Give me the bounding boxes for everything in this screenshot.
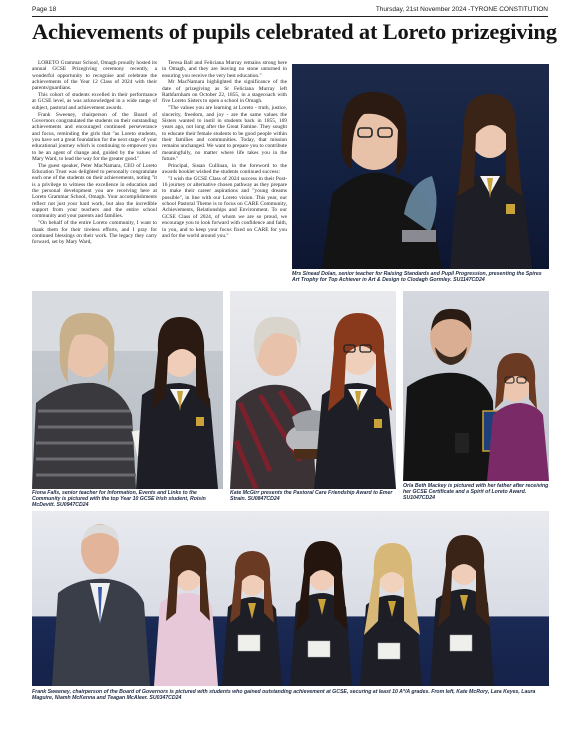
article-column-1: [32, 60, 157, 246]
article-paragraph: Principal, Susan Cullinan, in the foreword to the awards booklet wished the students continued success:: [162, 162, 287, 176]
dateline: Thursday, 21st November 2024 -TYRONE CONSTITUTION: [375, 6, 548, 13]
photo-caption: Fiona Falls, senior teacher for Information, Events and Links to the Community is pictured with the top Year 10 GCSE Irish student, Roisin McDevitt. SU0947CD24: [32, 490, 206, 508]
photo-group-achievers: [32, 511, 549, 686]
article-paragraph: Frank Sweeney, chairperson of the Board of Governors congratulated the students on their outstanding achievements and encouraged continued perseverance and focus, reminding the girls that "as Loreto students, you have set a great foundation for the next stage of your educational journey which is continuing to empower you to be an agent of change and, guided by the values of Mary Ward, to lead the way for the greater good.": [32, 111, 157, 162]
article-column-2: [162, 60, 287, 240]
headline: Achievements of pupils celebrated at Loreto prizegiving: [32, 19, 557, 44]
photo-irish-student: [32, 291, 223, 489]
photo-caption: Mrs Sinead Dolan, senior teacher for Raising Standards and Pupil Progression, presenting the Spires Art Trophy for Top Achiever in Art & Design to Clodagh Gormley. SU1147CD24: [292, 271, 542, 283]
page-folio: [32, 6, 548, 18]
photo-spirit-award: [403, 291, 549, 481]
photo-caption: Frank Sweeney, chairperson of the Board of Governors is pictured with students who gained outstanding achievement at GCSE, securing at least 10 A*/A grades. From left, Kate McRory, Lara Keyes, Laura Maguire, Niamh McKenna and Teagan McAleer. SU0347CD24: [32, 689, 536, 701]
article-paragraph: "I wish the GCSE Class of 2024 success in their Post-16 journey or alternative chosen pathway as they prepare to make their career aspirations and "young dreams possible", in line with our Loreto vision. This year, our school Pastoral Theme is to focus on CARE Community, Achievements, Relationships and Environment. To our GCSE Class of 2024, of whom we are so proud, we encourage you to look forward with confidence and faith, in you, and to keep your focus fixed on CARE for you and for the world around you.": [162, 175, 287, 239]
article-paragraph: Mr MacNamara highlighted the significance of the date of prizegiving as Sr Feliciana Murray left Rathfarnham on October 22, 1855, in a stagecoach with five Loreto Sisters to open a school in Omagh.: [162, 79, 287, 105]
article-paragraph: LORETO Grammar School, Omagh proudly hosted its annual GCSE Prizegiving ceremony recently, a wonderful opportunity to recognise and celebrate the achievements of the Year 12 Class of 2024 with their parents/guardians.: [32, 60, 157, 92]
photo-friendship-award: [230, 291, 396, 489]
article-paragraph: This cohort of students excelled in their performance at GCSE level, as was acknowledged in a wide range of subject, pastoral and achievement awards.: [32, 92, 157, 111]
article-paragraph: Teresa Ball and Feliciana Murray remains strong here in Omagh, and they are leaving no stone unturned in ensuring you receive the very best education.": [162, 60, 287, 79]
photo-caption: Orla Beth Mackey is pictured with her father after receiving her GCSE Certificate and a Spirit of Loreto Award. SU1047CD24: [403, 483, 549, 501]
article-paragraph: "The values you are learning at Loreto - truth, justice, sincerity, freedom, and joy - are the same values the Sisters wanted to instil in students back in 1855, 169 years ago, not long after the Great Famine. They sought to educate their female students to be good people within their families and communities. Today, that mission remains unchanged. We want to prepare you to contribute meaningfully, no matter where life takes you in the future.": [162, 105, 287, 162]
article-paragraph: "On behalf of the entire Loreto community, I want to thank them for their tireless efforts, and I pray for continued blessings on their work. The legacy they carry forward, set by Mary Ward,: [32, 220, 157, 246]
photo-caption: Kate McGirr presents the Pastoral Care Friendship Award to Emer Strain. SU0847CD24: [230, 490, 393, 502]
page-number: Page 18: [32, 6, 57, 13]
folio-rule: [32, 16, 548, 17]
article-paragraph: The guest speaker, Peter MacNamara, CEO of Loreto Education Trust was delighted to personally congratulate each one of the students on their achievements, noting "it is a privilege to witness the excellence in education and the personal development you are receiving here at Loreto Grammar School, Omagh. Your accomplishments reflect not just your hard work, but also the incredible support from your teachers and the entire school community and your parents and families.: [32, 162, 157, 220]
photo-art-trophy: [292, 64, 549, 269]
